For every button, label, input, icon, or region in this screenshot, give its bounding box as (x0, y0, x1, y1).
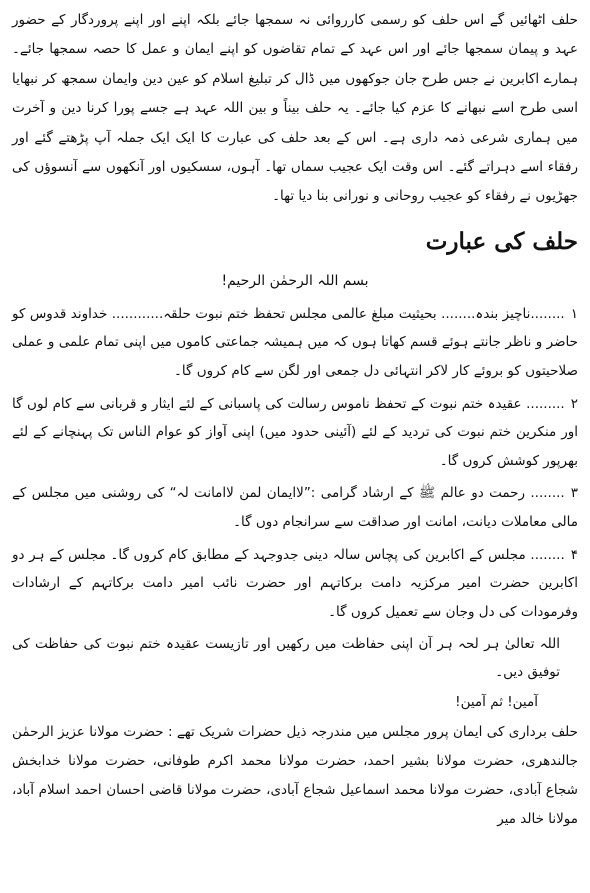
intro-paragraph: حلف اٹھائیں گے اس حلف کو رسمی کارروائی نہ سمجھا جائے بلکہ اپنے اور اپنے پروردگار کے حضور عہد و پیمان سمجھا جائے اور اس عہد کے تمام تقاضوں کو اپنے ایمان و عمل کا حصہ سمجھا جائے۔ ہمارے اکابرین نے جس طرح جان جوکھوں میں ڈال کر تبلیغ اسلام کو عین دین وایمان سمجھ کر نبھایا اسی طرح اسے نبھانے کا عزم کیا جائے۔ یہ حلف بیناً و بین اللہ عہد ہے جسے پورا کرنا دین و آخرت میں ہماری شرعی ذمہ داری ہے۔ اس کے بعد حلف کی عبارت کا ایک ایک جملہ آپ پڑھتے گئے اور رفقاء اسے دہراتے گئے۔ اس وقت ایک عجیب سماں تھا۔ آہوں، سسکیوں اور آنکھوں سے آنسوؤں کی جھڑیوں نے رفقاء کو عجیب روحانی و نورانی بنا دیا تھا۔ (12, 12, 578, 205)
oath-clauses (12, 300, 578, 627)
clause-text: ......... عقیدہ ختم نبوت کے تحفظ ناموس رسالت کی پاسبانی کے لئے ایثار و قربانی سے کام لوں گا اور منکرین ختم نبوت کی تردید کے لئے (آئینی حدود میں) اپنی آواز کو عوام الناس تک پہنچانے کے لئے بھرپور کوشش کروں گا۔ (12, 395, 578, 469)
clause-text: ........ رحمت دو عالم ﷺ کے ارشاد گرامی :”لاایمان لمن لاامانت لہ“ کی روشنی میں مجلس کے مالی معاملات دیانت، امانت اور صداقت سے سرانجام دوں گا۔ (12, 485, 578, 530)
oath-clause-2 (12, 390, 578, 476)
oath-clause-4 (12, 541, 578, 627)
section-heading: حلف کی عبارت (425, 227, 578, 255)
bismillah: بسم اللہ الرحمٰن الرحیم! (221, 272, 369, 289)
attendance-paragraph: حلف برداری کی ایمان پرور مجلس میں مندرجہ ذیل حضرات شریک تھے : حضرت مولانا عزیز الرحمٰن جالندھری، حضرت مولانا بشیر احمد، حضرت مولانا محمد اکرم طوفانی، حضرت مولانا خدابخش شجاع آبادی، حضرت مولانا محمد اسماعیل شجاع آبادی، حضرت مولانا قاضی احسان احمد اسلام آباد، مولانا خالد میر (12, 724, 578, 828)
clause-text: ........ناچیز بندہ........ بحیثیت مبلغ عالمی مجلس تحفظ ختم نبوت حلقہ............ خداوند قدوس کو حاضر و ناظر جانتے ہوئے قسم کھاتا ہوں کہ میں ہمیشہ جماعتی کاموں میں اپنی تمام علمی و عملی صلاحیتوں کو بروئے کار لاکر انتہائی دل جمعی اور لگن سے کام کروں گا۔ (12, 305, 578, 380)
clause-number: ۳ (570, 485, 578, 502)
amen-line: آمین! ثم آمین! (455, 694, 538, 711)
clause-number: ۲ (570, 395, 578, 412)
clause-text: ........ مجلس کے اکابرین کی پچاس سالہ دینی جدوجہد کے مطابق کام کروں گا۔ مجلس کے ہر دو اکابرین حضرت امیر مرکزیہ دامت برکاتہم اور حضرت نائب امیر دامت برکاتہم کے ارشادات وفرمودات کی دل وجان سے تعمیل کروں گا۔ (12, 546, 578, 620)
closing-prayer: اللہ تعالیٰ ہر لحہ ہر آن اپنی حفاظت میں رکھیں اور تازیست عقیدہ ختم نبوت کی حفاظت کی توفیق دیں۔ (12, 636, 560, 681)
clause-number: ۴ (570, 546, 578, 563)
clause-number: ۱ (570, 305, 578, 322)
oath-clause-1 (12, 300, 578, 386)
intro-section (12, 6, 578, 212)
oath-clause-3 (12, 479, 578, 536)
